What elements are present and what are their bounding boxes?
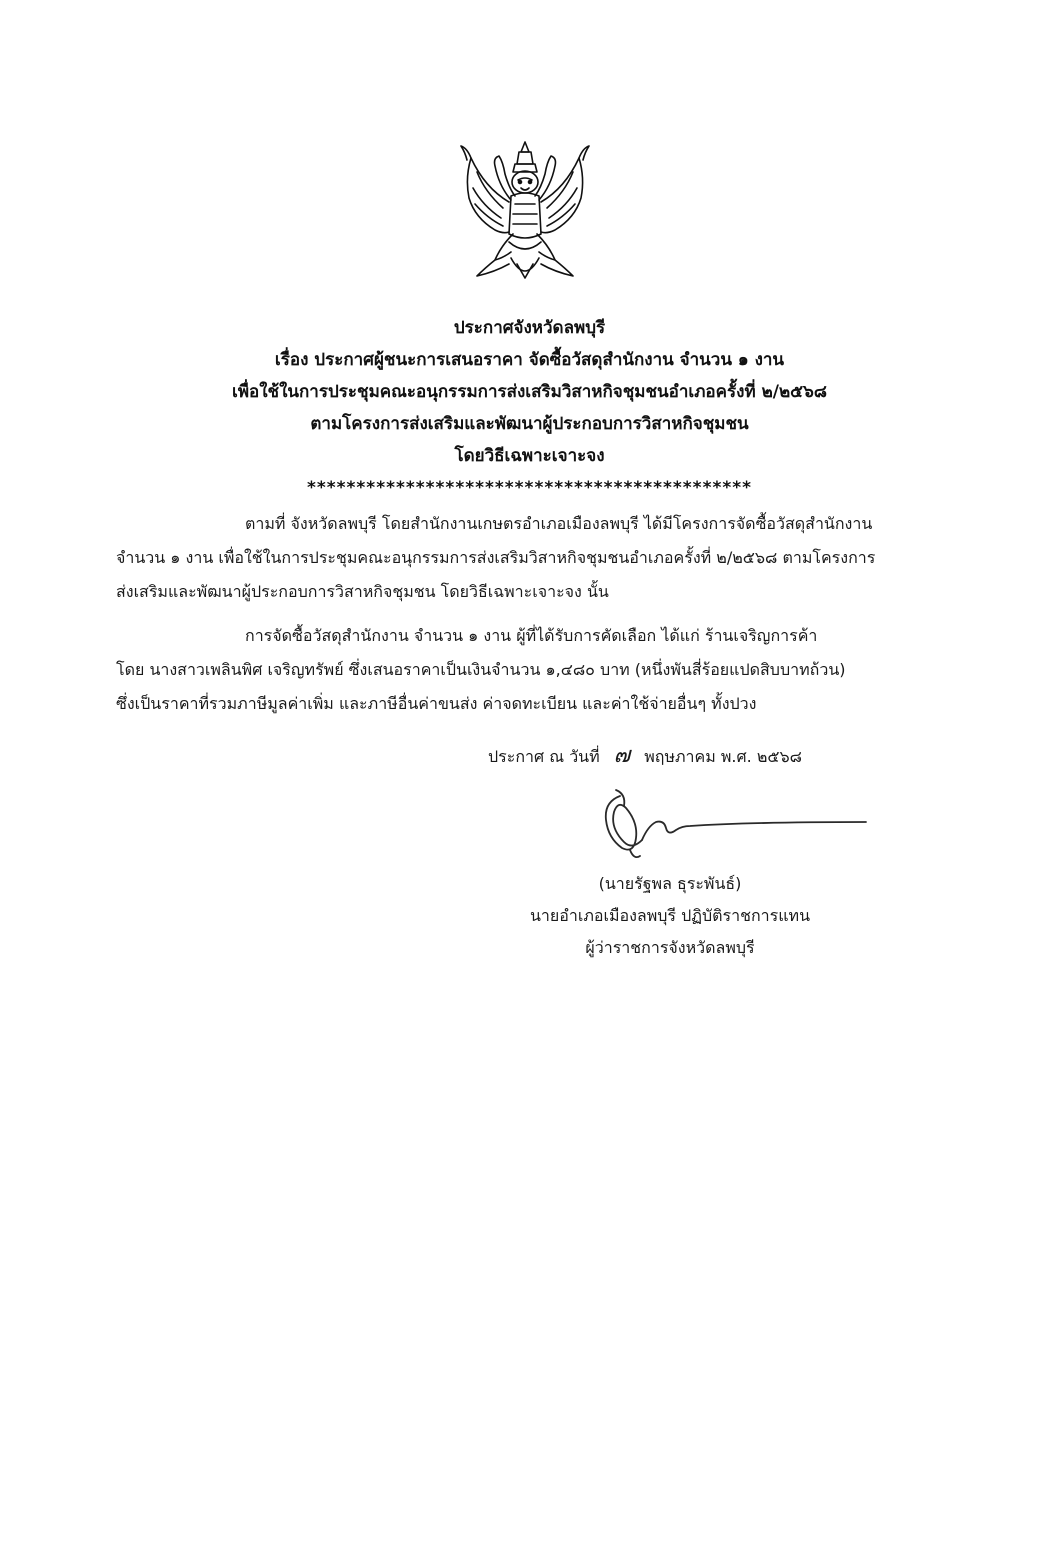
announcement-subject: เรื่อง ประกาศผู้ชนะการเสนอราคา จัดซื้อวัสดุสำนักงาน จำนวน ๑ งาน — [274, 350, 785, 370]
signatory-position: นายอำเภอเมืองลพบุรี ปฏิบัติราชการแทน — [529, 906, 811, 925]
signatory-title: ผู้ว่าราชการจังหวัดลพบุรี — [585, 938, 755, 957]
date-prefix: ประกาศ ณ วันที่ — [488, 747, 600, 766]
announcement-date — [488, 744, 802, 769]
paragraph-2-line-1: การจัดซื้อวัสดุสำนักงาน จำนวน ๑ งาน ผู้ที่ได้รับการคัดเลือก ได้แก่ ร้านเจริญการค้า — [245, 626, 818, 645]
date-day-handwritten: ๗ — [613, 743, 631, 768]
garuda-emblem-icon — [455, 138, 595, 288]
announcement-org-title: ประกาศจังหวัดลพบุรี — [453, 318, 606, 338]
paragraph-2-line-2: โดย นางสาวเพลินพิศ เจริญทรัพย์ ซึ่งเสนอราคาเป็นเงินจำนวน ๑,๔๘๐ บาท (หนึ่งพันสี่ร้อยแปดสิบบาทถ้วน) — [116, 660, 846, 679]
date-month-year: พฤษภาคม พ.ศ. ๒๕๖๘ — [644, 747, 802, 766]
signatory-name: (นายรัฐพล ธุระพันธ์) — [598, 874, 742, 893]
announcement-method: โดยวิธีเฉพาะเจาะจง — [454, 446, 605, 466]
paragraph-1-line-1: ตามที่ จังหวัดลพบุรี โดยสำนักงานเกษตรอำเภอเมืองลพบุรี ได้มีโครงการจัดซื้อวัสดุสำนักงาน — [245, 514, 873, 533]
paragraph-1-line-2: จำนวน ๑ งาน เพื่อใช้ในการประชุมคณะอนุกรรมการส่งเสริมวิสาหกิจชุมชนอำเภอครั้งที่ ๒/๒๕๖๘ ตามโครงการ — [116, 548, 876, 567]
heading-divider: ********************************************* — [306, 478, 753, 498]
paragraph-2-line-3: ซึ่งเป็นราคาที่รวมภาษีมูลค่าเพิ่ม และภาษีอื่นค่าขนส่ง ค่าจดทะเบียน และค่าใช้จ่ายอื่นๆ ทั้งปวง — [116, 694, 757, 713]
announcement-project: ตามโครงการส่งเสริมและพัฒนาผู้ประกอบการวิสาหกิจชุมชน — [310, 414, 749, 434]
announcement-purpose: เพื่อใช้ในการประชุมคณะอนุกรรมการส่งเสริมวิสาหกิจชุมชนอำเภอครั้งที่ ๒/๒๕๖๘ — [232, 382, 827, 402]
handwritten-signature-icon — [590, 786, 880, 866]
paragraph-1-line-3: ส่งเสริมและพัฒนาผู้ประกอบการวิสาหกิจชุมชน โดยวิธีเฉพาะเจาะจง นั้น — [116, 582, 609, 601]
